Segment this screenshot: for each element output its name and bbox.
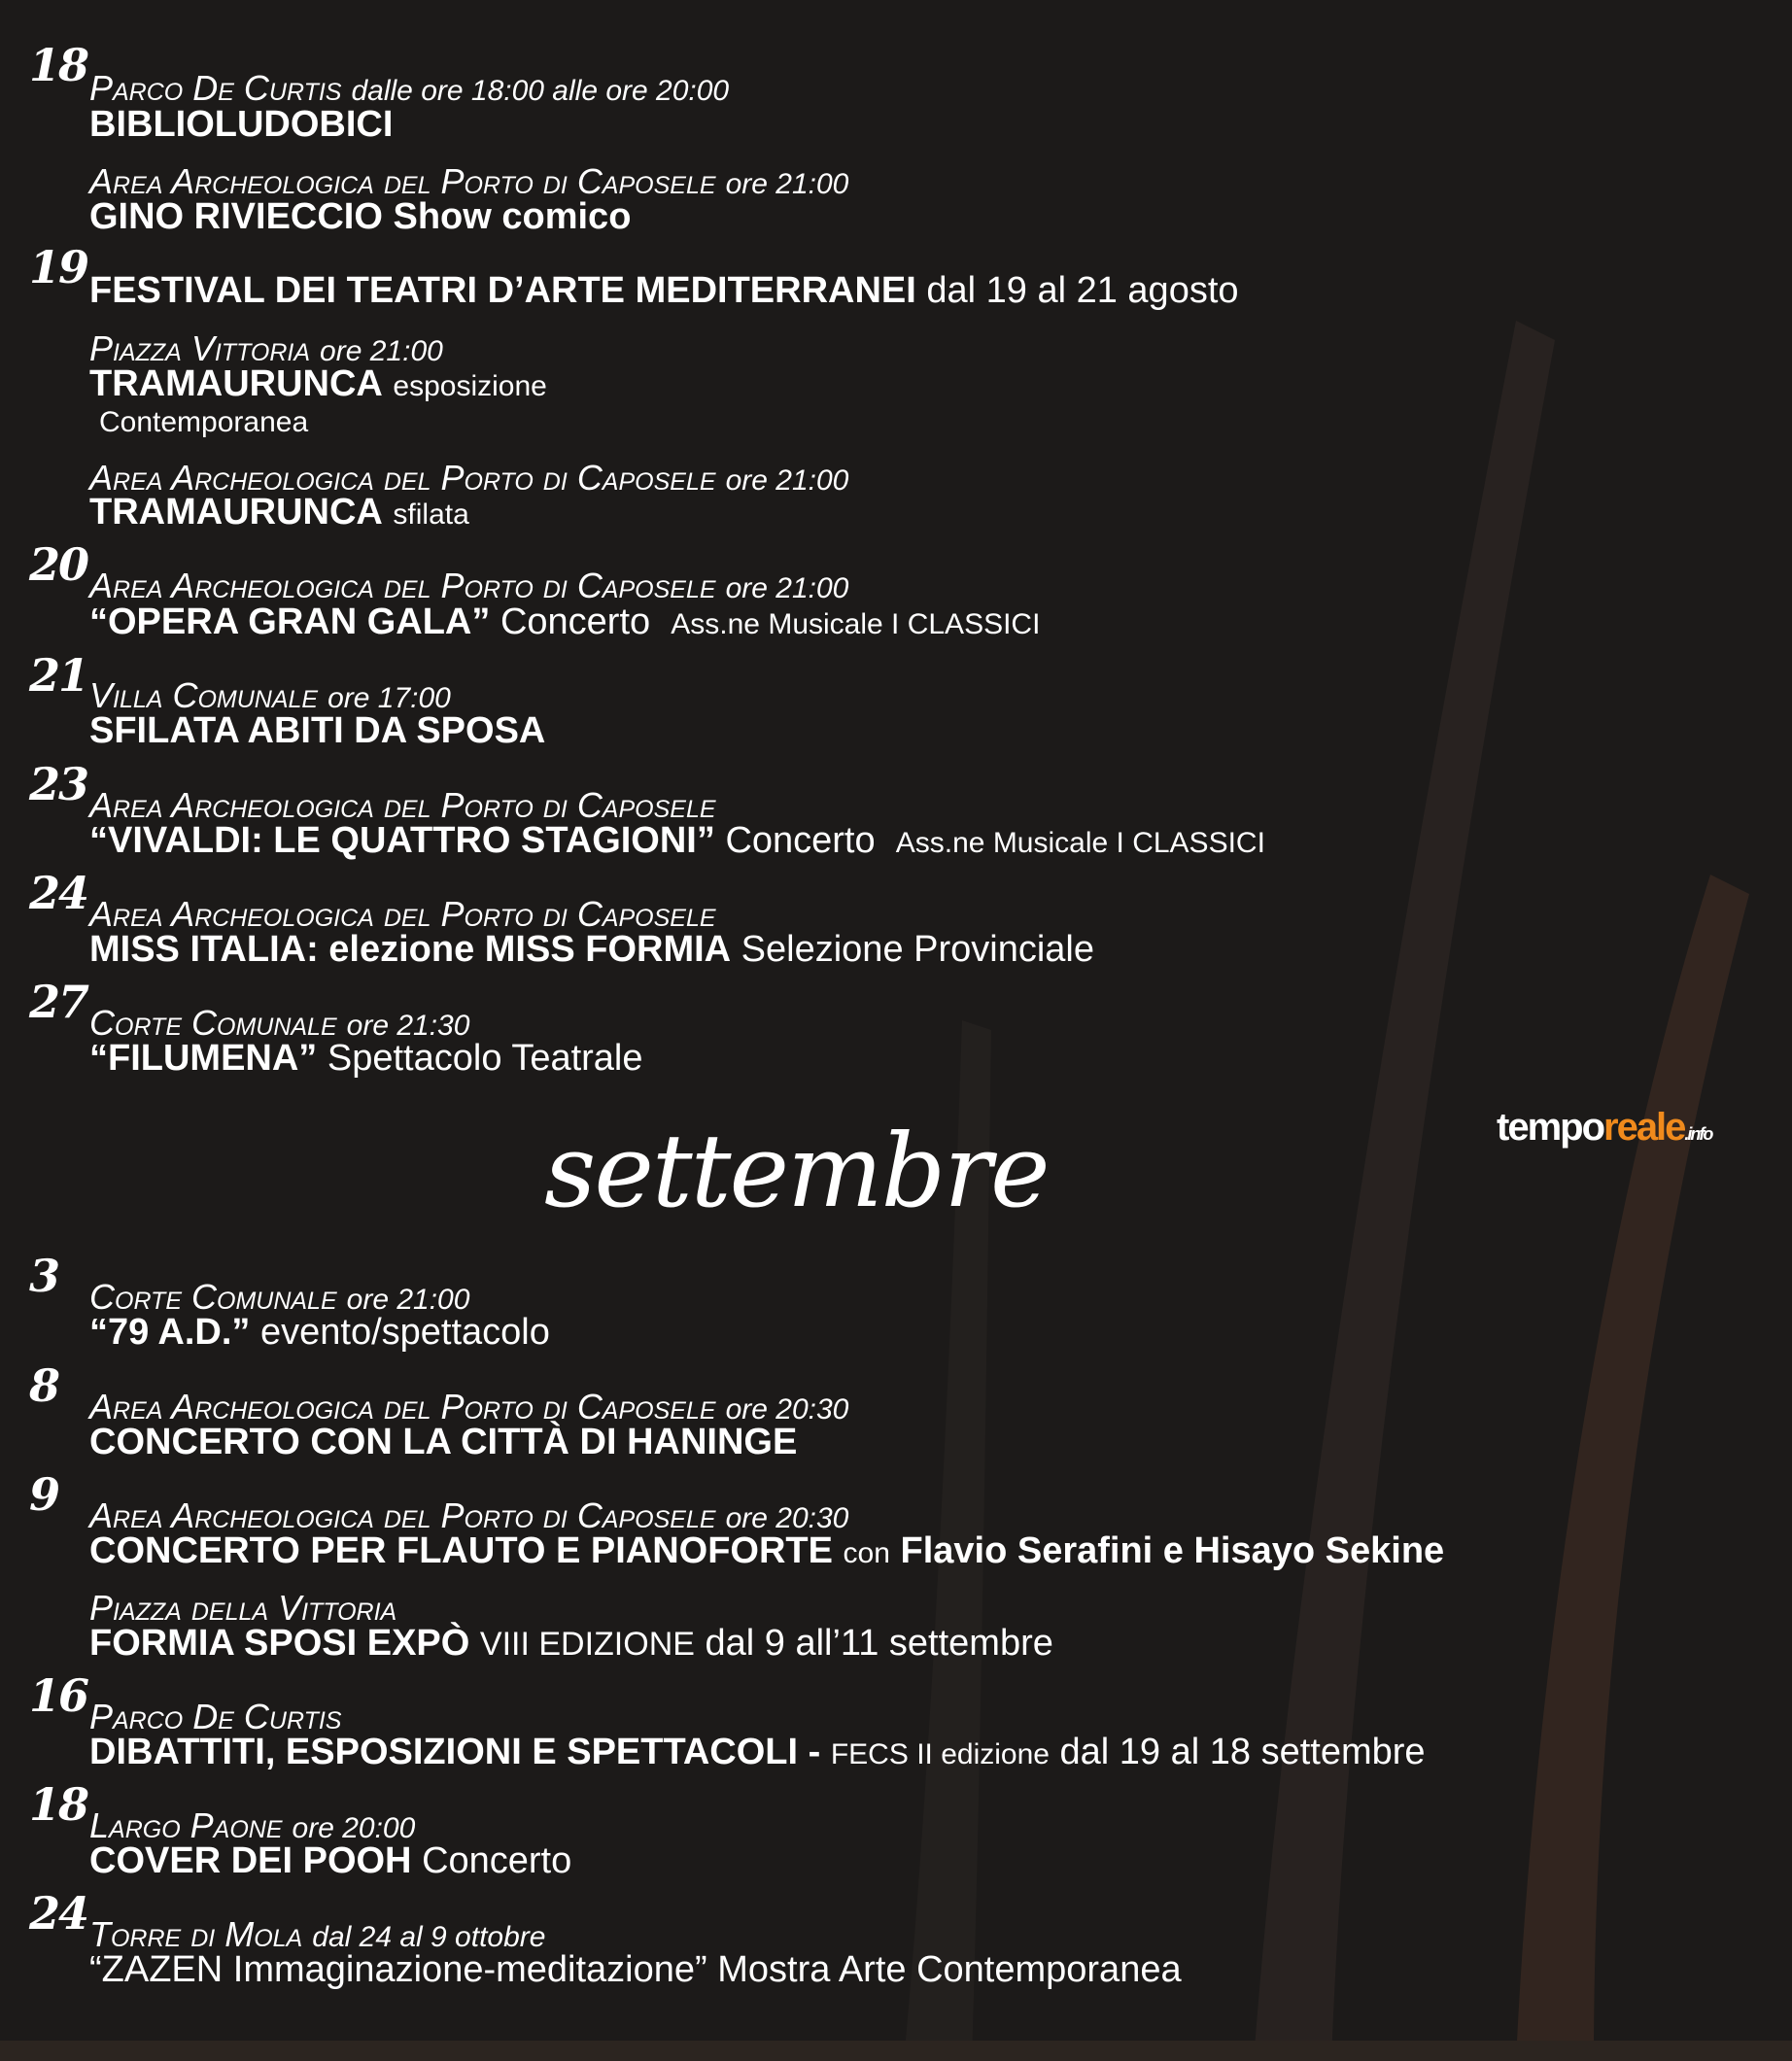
venue-name: Area Archeologica del Porto di Caposele	[89, 566, 716, 605]
month-heading: settembre	[544, 1112, 1049, 1230]
title-text: “FILUMENA”	[89, 1038, 318, 1079]
event-time: ore 21:00	[320, 335, 443, 367]
title-detail: esposizione	[393, 370, 547, 402]
event-title-continued	[99, 400, 308, 442]
title-note: Ass.ne Musicale I CLASSICI	[895, 827, 1265, 859]
day-number: 9	[29, 1468, 59, 1521]
venue-name: Area Archeologica del Porto di Caposele	[89, 1387, 716, 1426]
venue-name: Parco De Curtis	[89, 68, 342, 108]
title-text: BIBLIOLUDOBICI	[89, 104, 394, 145]
event-venue	[89, 1590, 396, 1627]
venue-name: Parco De Curtis	[89, 1697, 342, 1736]
title-detail: sfilata	[393, 498, 469, 531]
title-detail: Mostra Arte Contemporanea	[717, 1949, 1182, 1990]
title-detail: dal 9 all’11 settembre	[705, 1623, 1053, 1664]
title-text: CONCERTO CON LA CITTÀ DI HANINGE	[89, 1422, 798, 1462]
title-detail: Spettacolo Teatrale	[327, 1038, 643, 1079]
event-title	[89, 1841, 571, 1880]
venue-name: Area Archeologica del Porto di Caposele	[89, 785, 716, 825]
event-venue	[89, 787, 716, 824]
event-title	[89, 197, 631, 236]
event-title	[89, 1039, 643, 1078]
venue-name: Area Archeologica del Porto di Caposele	[89, 458, 716, 498]
venue-name: Largo Paone	[89, 1805, 283, 1845]
event-title	[89, 602, 1040, 644]
event-time: ore 17:00	[327, 682, 451, 714]
edition-label: VIII EDIZIONE	[479, 1626, 695, 1663]
title-detail: Contemporanea	[99, 406, 309, 438]
day-number: 8	[29, 1359, 59, 1412]
title-detail: Concerto	[500, 601, 651, 642]
title-text: “VIVALDI: LE QUATTRO STAGIONI”	[89, 820, 715, 861]
event-time: ore 21:00	[725, 168, 849, 200]
day-number: 16	[29, 1669, 88, 1722]
event-title	[89, 1624, 1053, 1664]
title-text: GINO RIVIECCIO Show comico	[89, 196, 632, 237]
day-number: 27	[29, 976, 88, 1028]
event-time: ore 20:00	[292, 1812, 416, 1844]
venue-name: Area Archeologica del Porto di Caposele	[89, 1495, 716, 1535]
title-text: FORMIA SPOSI EXPÒ	[89, 1623, 470, 1664]
title-detail: con	[843, 1537, 890, 1569]
event-venue	[89, 1699, 341, 1735]
event-venue	[89, 896, 716, 933]
event-time: ore 21:00	[725, 464, 849, 497]
event-title	[89, 271, 1239, 310]
title-text: DIBATTITI, ESPOSIZIONI E SPETTACOLI -	[89, 1732, 821, 1772]
venue-name: Corte Comunale	[89, 1003, 337, 1043]
event-time: ore 21:30	[346, 1010, 470, 1042]
venue-name: Area Archeologica del Porto di Caposele	[89, 894, 716, 934]
day-number: 24	[29, 1887, 88, 1940]
event-title	[89, 493, 469, 534]
event-time: ore 21:00	[346, 1284, 470, 1316]
event-time: ore 21:00	[725, 572, 849, 604]
day-number: 19	[29, 241, 88, 293]
title-detail: Concerto	[422, 1840, 572, 1881]
day-number: 24	[29, 867, 88, 919]
event-title	[89, 711, 545, 750]
title-text: “OPERA GRAN GALA”	[89, 601, 491, 642]
temporeale-logo	[1497, 1106, 1711, 1155]
event-title	[89, 930, 1094, 969]
title-text: “79 A.D.”	[89, 1312, 251, 1353]
title-text: COVER DEI POOH	[89, 1840, 412, 1881]
event-title	[89, 1950, 1182, 1989]
event-title	[89, 1423, 797, 1461]
venue-name: Piazza della Vittoria	[89, 1588, 397, 1628]
day-number: 21	[29, 649, 88, 702]
title-detail: dal 19 al 21 agosto	[926, 270, 1239, 311]
logo-part1: tempo	[1497, 1106, 1603, 1149]
event-title	[89, 1733, 1426, 1774]
event-time: ore 20:30	[725, 1393, 849, 1426]
venue-name: Corte Comunale	[89, 1277, 337, 1317]
title-text: TRAMAURUNCA	[89, 492, 383, 532]
title-note: FECS II edizione	[830, 1738, 1050, 1770]
venue-name: Torre di Mola	[89, 1914, 303, 1954]
event-time: dalle ore 18:00 alle ore 20:00	[351, 75, 730, 107]
day-number: 3	[29, 1250, 59, 1302]
venue-name: Piazza Vittoria	[89, 328, 311, 368]
day-number: 18	[29, 39, 88, 91]
title-text: SFILATA ABITI DA SPOSA	[89, 710, 546, 751]
title-text: “ZAZEN Immaginazione-meditazione”	[89, 1949, 707, 1990]
logo-suffix: .info	[1684, 1124, 1712, 1144]
title-text-2: Flavio Serafini e Hisayo Sekine	[900, 1530, 1445, 1571]
day-number: 20	[29, 538, 88, 591]
day-number: 23	[29, 758, 88, 810]
event-time: dal 24 al 9 ottobre	[312, 1921, 546, 1953]
event-title	[89, 1313, 550, 1352]
title-detail: evento/spettacolo	[259, 1312, 550, 1353]
title-text: TRAMAURUNCA	[89, 363, 383, 404]
event-title	[89, 105, 393, 144]
title-detail: Concerto	[725, 820, 876, 861]
event-title	[89, 821, 1265, 863]
title-text: MISS ITALIA: elezione MISS FORMIA	[89, 929, 732, 970]
event-title	[89, 1531, 1444, 1573]
title-detail: Selezione Provinciale	[741, 929, 1094, 970]
logo-part2: reale	[1603, 1106, 1685, 1149]
title-detail: dal 19 al 18 settembre	[1059, 1732, 1426, 1772]
title-text: FESTIVAL DEI TEATRI D’ARTE MEDITERRANEI	[89, 270, 916, 311]
title-note: Ass.ne Musicale I CLASSICI	[671, 608, 1041, 640]
event-time: ore 20:30	[725, 1502, 849, 1534]
venue-name: Area Archeologica del Porto di Caposele	[89, 161, 716, 201]
title-text: CONCERTO PER FLAUTO E PIANOFORTE	[89, 1530, 833, 1571]
day-number: 18	[29, 1778, 88, 1831]
venue-name: Villa Comunale	[89, 675, 319, 715]
